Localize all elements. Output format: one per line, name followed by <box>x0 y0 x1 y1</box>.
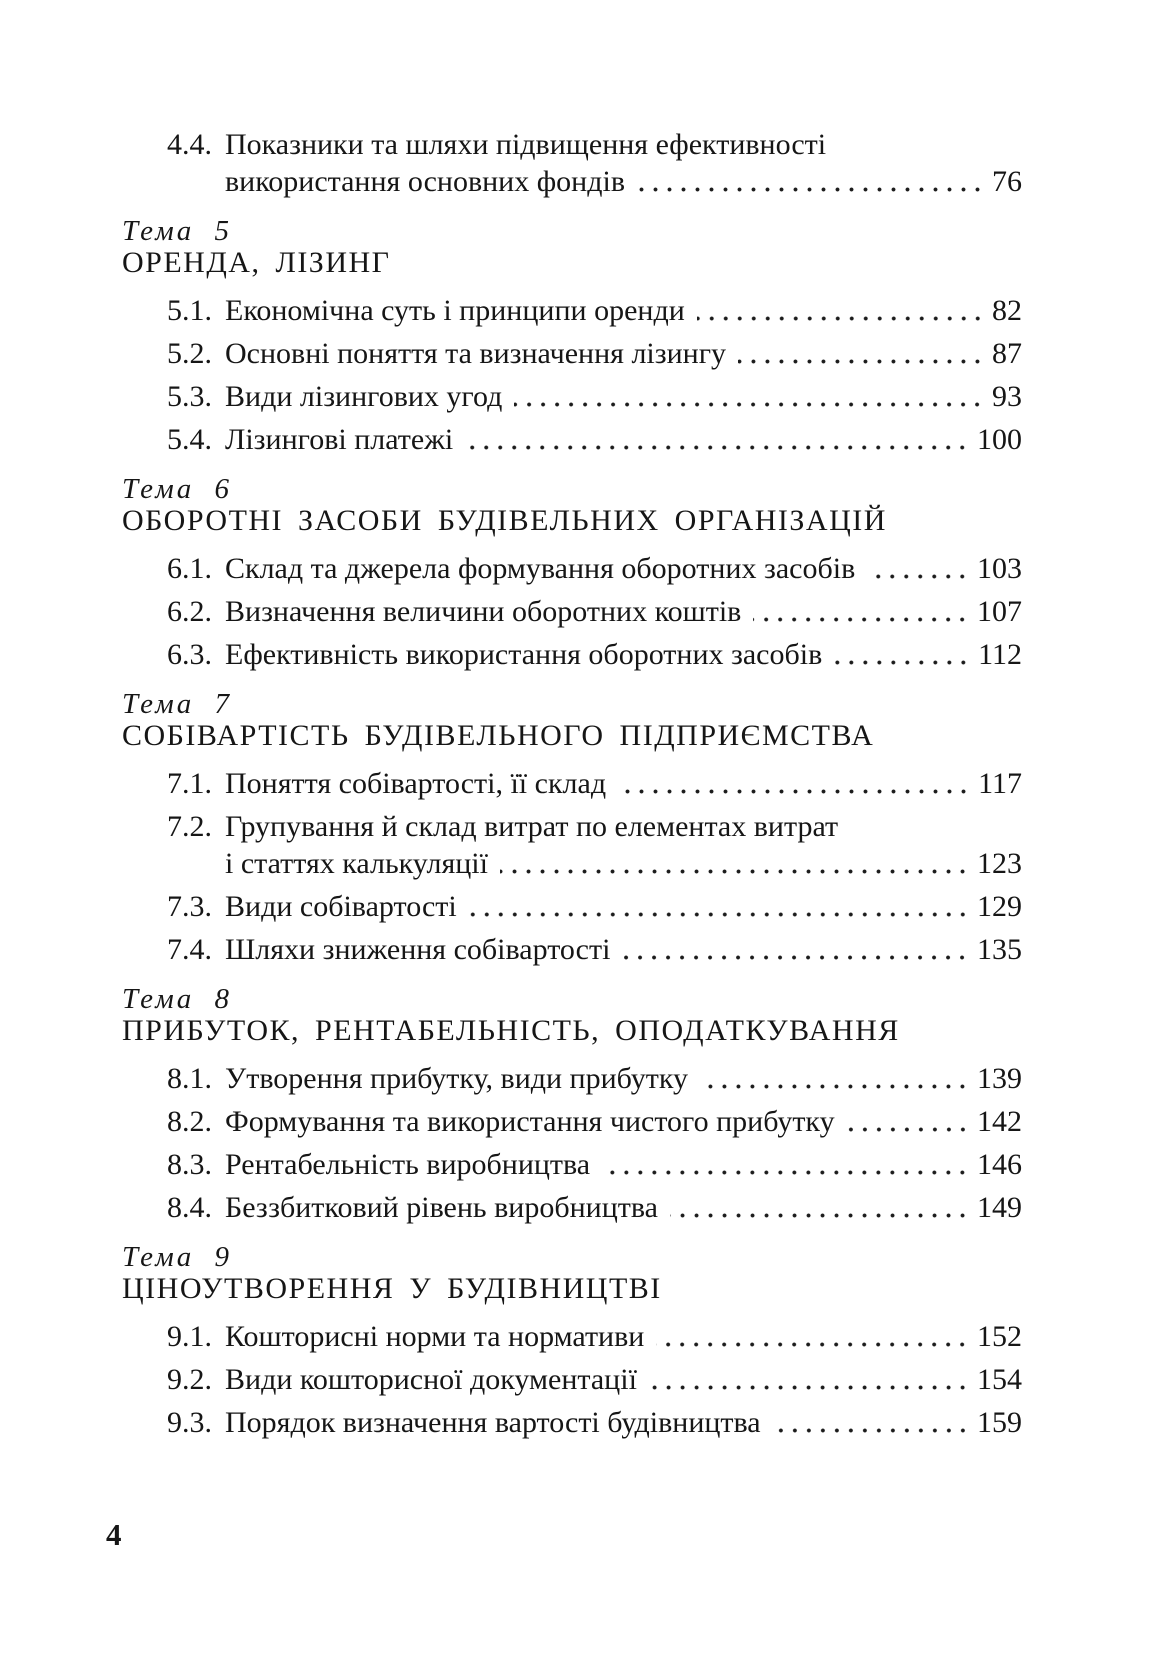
entry-page-number: 82 <box>992 294 1022 327</box>
toc-entry <box>122 636 1022 673</box>
theme-label: Тема 7 <box>122 688 232 720</box>
entry-title: Групування й склад витрат по елементах витрат <box>225 810 839 843</box>
toc-entry <box>122 1189 1022 1226</box>
entry-number: 7.2. <box>167 810 212 843</box>
dot-leader <box>773 1428 974 1433</box>
entry-title: Економічна суть і принципи оренди <box>225 294 685 327</box>
toc-entry <box>122 550 1022 587</box>
toc-entry-row <box>122 931 1022 968</box>
entry-number: 9.2. <box>167 1363 212 1396</box>
toc-entry <box>122 1318 1022 1355</box>
entry-page-number: 129 <box>977 890 1022 923</box>
dot-leader <box>618 789 975 794</box>
toc-entry <box>122 126 1022 200</box>
entry-page-number: 100 <box>977 423 1022 456</box>
entry-number: 8.3. <box>167 1148 212 1181</box>
section-title: ЦІНОУТВОРЕННЯ У БУДІВНИЦТВІ <box>122 1272 662 1305</box>
entry-number: 6.3. <box>167 638 212 671</box>
toc-entry-row <box>122 808 1022 845</box>
toc-section <box>122 1242 1022 1441</box>
entry-number: 5.1. <box>167 294 212 327</box>
toc-entry <box>122 378 1022 415</box>
entry-page-number: 154 <box>977 1363 1022 1396</box>
entry-title: Лізингові платежі <box>225 423 454 456</box>
entry-title: Основні поняття та визначення лізингу <box>225 337 727 370</box>
dot-leader <box>700 1084 974 1089</box>
entry-number: 5.4. <box>167 423 212 456</box>
entry-number: 5.2. <box>167 337 212 370</box>
toc-section <box>122 474 1022 673</box>
entry-number: 8.2. <box>167 1105 212 1138</box>
toc-entry-row <box>122 1361 1022 1398</box>
toc-entry-row <box>122 888 1022 925</box>
entry-number: 9.1. <box>167 1320 212 1353</box>
toc-entry-row <box>122 1189 1022 1226</box>
entry-page-number: 107 <box>977 595 1022 628</box>
dot-leader <box>753 617 974 622</box>
toc-entry-row <box>122 550 1022 587</box>
entry-page-number: 152 <box>977 1320 1022 1353</box>
dot-leader <box>697 316 989 321</box>
entry-number: 7.1. <box>167 767 212 800</box>
dot-leader <box>649 1385 974 1390</box>
entry-title: Утворення прибутку, види прибутку <box>225 1062 689 1095</box>
dot-leader <box>656 1342 974 1347</box>
toc-entry-row <box>122 1060 1022 1097</box>
entry-page-number: 93 <box>992 380 1022 413</box>
dot-leader <box>622 955 974 960</box>
toc-entry-row <box>122 378 1022 415</box>
toc-entry <box>122 931 1022 968</box>
dot-leader <box>834 660 975 665</box>
entry-number: 4.4. <box>167 128 212 161</box>
toc-entry <box>122 1404 1022 1441</box>
toc-entry-row <box>122 636 1022 673</box>
entry-page-number: 87 <box>992 337 1022 370</box>
table-of-contents <box>122 126 1022 1441</box>
entry-title: Поняття собівартості, її склад <box>225 767 607 800</box>
entry-number: 6.1. <box>167 552 212 585</box>
toc-entry <box>122 292 1022 329</box>
toc-entry <box>122 1060 1022 1097</box>
section-title: ОБОРОТНІ ЗАСОБИ БУДІВЕЛЬНИХ ОРГАНІЗАЦІЙ <box>122 504 887 537</box>
dot-leader <box>670 1213 974 1218</box>
entry-number: 8.1. <box>167 1062 212 1095</box>
entry-number: 8.4. <box>167 1191 212 1224</box>
entry-title: Порядок визначення вартості будівництва <box>225 1406 761 1439</box>
entry-page-number: 149 <box>977 1191 1022 1224</box>
entry-title: Види лізингових угод <box>225 380 503 413</box>
entry-title: використання основних фондів <box>225 165 625 198</box>
toc-entry-row <box>122 845 1022 882</box>
entry-page-number: 135 <box>977 933 1022 966</box>
toc-entry-row <box>122 1103 1022 1140</box>
section-title: СОБІВАРТІСТЬ БУДІВЕЛЬНОГО ПІДПРИЄМСТВА <box>122 719 875 752</box>
entry-number: 5.3. <box>167 380 212 413</box>
toc-entry-row <box>122 421 1022 458</box>
entry-page-number: 159 <box>977 1406 1022 1439</box>
entry-title: Кошторисні норми та нормативи <box>225 1320 645 1353</box>
entry-number: 9.3. <box>167 1406 212 1439</box>
entry-page-number: 142 <box>977 1105 1022 1138</box>
section-title: ОРЕНДА, ЛІЗИНГ <box>122 246 391 279</box>
toc-entry <box>122 335 1022 372</box>
toc-entry-row <box>122 335 1022 372</box>
toc-entry-row <box>122 765 1022 802</box>
dot-leader <box>514 402 989 407</box>
entry-title: Шляхи зниження собівартості <box>225 933 611 966</box>
toc-entry-row <box>122 593 1022 630</box>
theme-label: Тема 9 <box>122 1241 232 1273</box>
toc-entry-row <box>122 1404 1022 1441</box>
entry-page-number: 139 <box>977 1062 1022 1095</box>
toc-entry-row <box>122 1318 1022 1355</box>
entry-page-number: 123 <box>977 847 1022 880</box>
entry-title: Види кошторисної документації <box>225 1363 637 1396</box>
toc-entry <box>122 1103 1022 1140</box>
entry-title: Формування та використання чистого прибутку <box>225 1105 835 1138</box>
section-title: ПРИБУТОК, РЕНТАБЕЛЬНІСТЬ, ОПОДАТКУВАННЯ <box>122 1014 900 1047</box>
toc-entry <box>122 888 1022 925</box>
entry-title: Показники та шляхи підвищення ефективності <box>225 128 827 161</box>
toc-entry <box>122 593 1022 630</box>
toc-section <box>122 216 1022 458</box>
toc-entry <box>122 808 1022 882</box>
dot-leader <box>637 187 989 192</box>
dot-leader <box>469 912 974 917</box>
entry-title: Беззбитковий рівень виробництва <box>225 1191 658 1224</box>
theme-label: Тема 6 <box>122 473 232 505</box>
entry-title: Рентабельність виробництва <box>225 1148 591 1181</box>
toc-entry <box>122 1361 1022 1398</box>
toc-entry-row <box>122 1146 1022 1183</box>
dot-leader <box>602 1170 974 1175</box>
entry-title: Види собівартості <box>225 890 457 923</box>
page-number-footer: 4 <box>106 1517 122 1552</box>
entry-number: 7.3. <box>167 890 212 923</box>
entry-title: і статтях калькуляції <box>225 847 488 880</box>
entry-page-number: 146 <box>977 1148 1022 1181</box>
dot-leader <box>847 1127 974 1132</box>
dot-leader <box>867 574 974 579</box>
entry-page-number: 117 <box>978 767 1022 800</box>
entry-title: Визначення величини оборотних коштів <box>225 595 742 628</box>
toc-section <box>122 984 1022 1226</box>
toc-entry <box>122 765 1022 802</box>
entry-page-number: 76 <box>992 165 1022 198</box>
entry-page-number: 103 <box>977 552 1022 585</box>
entry-page-number: 112 <box>978 638 1022 671</box>
toc-section <box>122 689 1022 968</box>
dot-leader <box>500 869 974 874</box>
dot-leader <box>465 445 974 450</box>
dot-leader <box>738 359 989 364</box>
entry-number: 7.4. <box>167 933 212 966</box>
theme-label: Тема 8 <box>122 983 232 1015</box>
toc-entry <box>122 421 1022 458</box>
toc-entry-row <box>122 163 1022 200</box>
theme-label: Тема 5 <box>122 215 232 247</box>
entry-title: Склад та джерела формування оборотних засобів <box>225 552 856 585</box>
toc-entry-row <box>122 292 1022 329</box>
entry-title: Ефективність використання оборотних засобів <box>225 638 823 671</box>
toc-entry-row <box>122 126 1022 163</box>
toc-entry <box>122 1146 1022 1183</box>
entry-number: 6.2. <box>167 595 212 628</box>
